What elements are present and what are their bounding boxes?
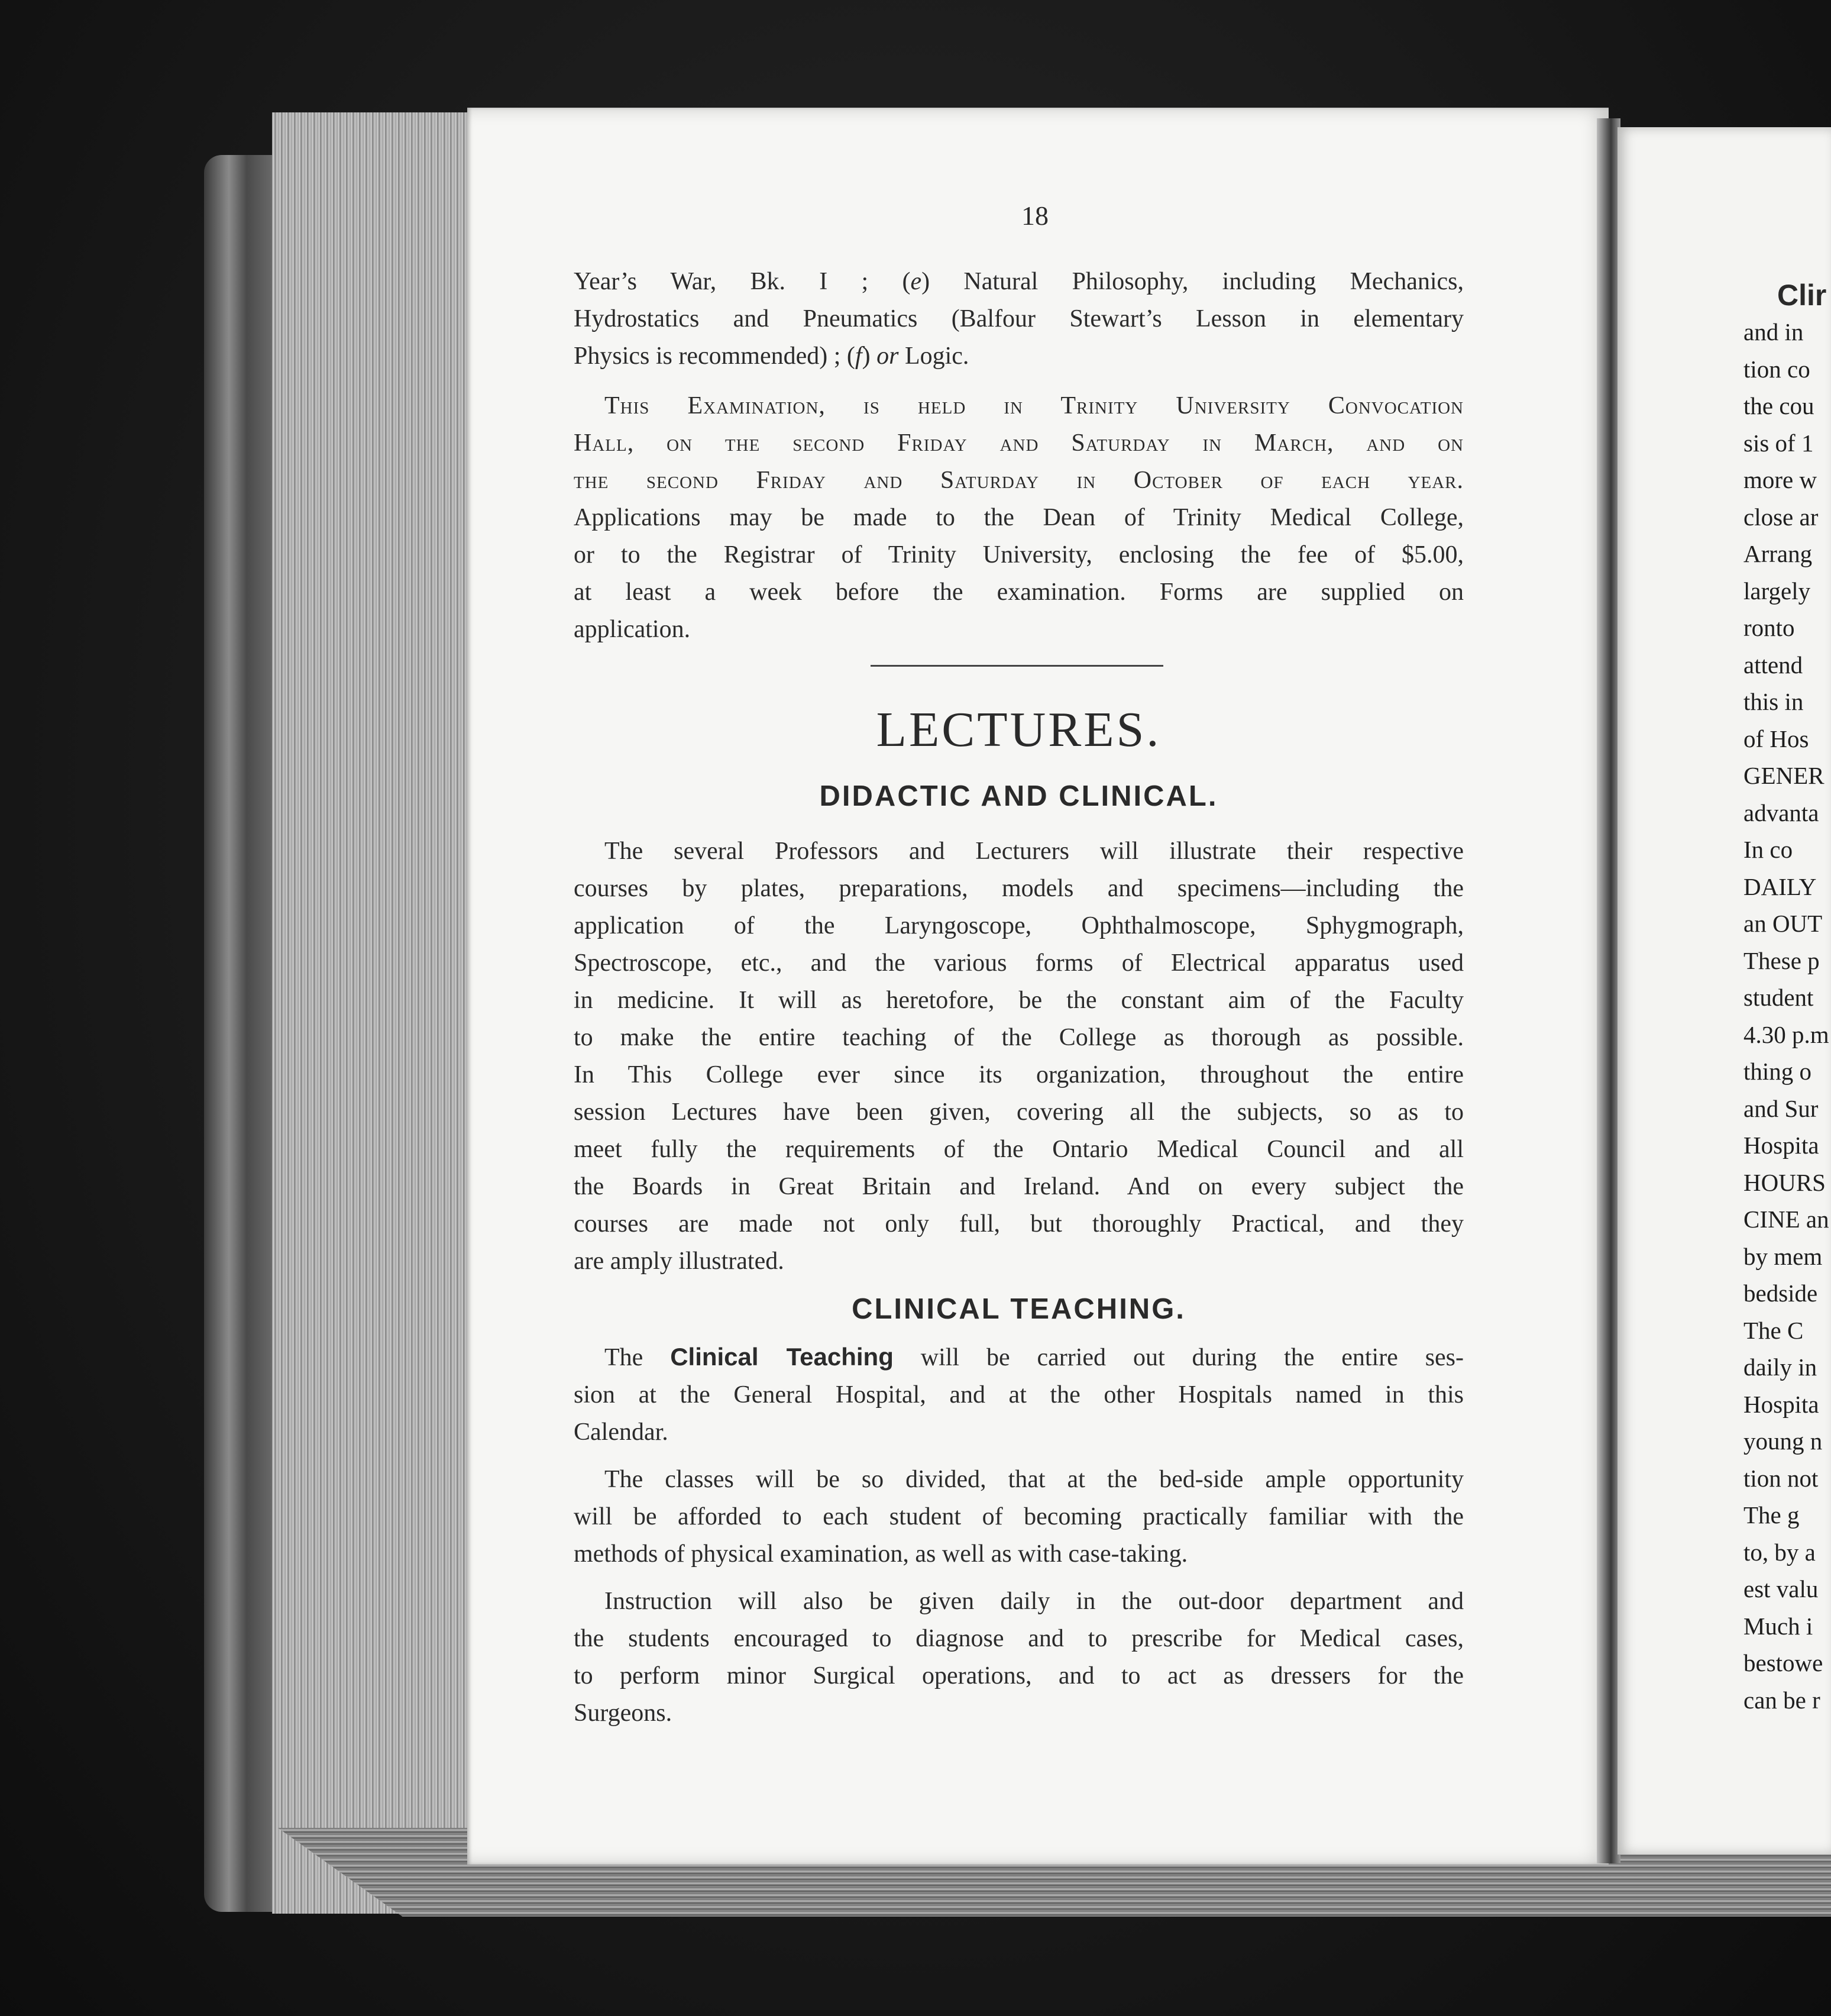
intro-line: Hydrostatics and Pneumatics (Balfour Stewart’s Lesson in elementary — [574, 305, 1464, 332]
right-page-line: ronto — [1743, 614, 1795, 641]
exam-line: application. — [574, 616, 691, 643]
clinical-line: sion at the General Hospital, and at the other Hospitals named in this — [574, 1381, 1464, 1408]
right-page-line: bestowe — [1743, 1649, 1823, 1676]
right-page-line: HOURS — [1743, 1168, 1826, 1196]
didactic-line: The several Professors and Lecturers will illustrate their respective — [604, 838, 1464, 865]
right-page-line: Arrang — [1743, 540, 1813, 567]
right-page-heading: Clir — [1777, 279, 1827, 312]
didactic-paragraph — [574, 833, 1464, 1280]
didactic-line: in medicine. It will as heretofore, be the constant aim of the Faculty — [574, 987, 1464, 1014]
right-page-line: student — [1743, 984, 1814, 1011]
clinical-paragraph-3 — [574, 1583, 1464, 1732]
right-page-line: can be r — [1743, 1686, 1820, 1714]
exam-line: or to the Registrar of Trinity University, enclosing the fee of $5.00, — [574, 541, 1464, 568]
clinical-line: to perform minor Surgical operations, and to act as dressers for the — [574, 1662, 1464, 1689]
didactic-line: are amply illustrated. — [574, 1248, 784, 1275]
right-page-line: Hospita — [1743, 1390, 1819, 1418]
clinical-line: The Clinical Teaching will be carried out during the entire ses- — [604, 1343, 1464, 1371]
clinical-heading: CLINICAL TEACHING. — [852, 1293, 1186, 1325]
book-spine — [204, 155, 275, 1912]
didactic-line: Spectroscope, etc., and the various forms of Electrical apparatus used — [574, 949, 1464, 977]
clinical-line: The classes will be so divided, that at the bed-side ample opportunity — [604, 1466, 1464, 1493]
right-page-line: 4.30 p.m — [1743, 1020, 1829, 1048]
right-page-line: sis of 1 — [1743, 429, 1814, 457]
exam-line: This Examination, is held in Trinity University Convocation — [604, 392, 1464, 419]
right-page-line: GENER — [1743, 762, 1824, 789]
right-page-line: the cou — [1743, 392, 1814, 419]
right-page-line: this in — [1743, 688, 1804, 715]
right-page-line: more w — [1743, 466, 1817, 493]
right-page-line: bedside — [1743, 1280, 1818, 1307]
didactic-heading: DIDACTIC AND CLINICAL. — [819, 780, 1218, 812]
right-page-line: tion not — [1743, 1464, 1819, 1492]
exam-line: at least a week before the examination. Forms are supplied on — [574, 579, 1464, 606]
exam-line: Hall, on the second Friday and Saturday in March, and on — [574, 429, 1464, 457]
clinical-paragraph-1 — [574, 1338, 1464, 1451]
intro-line: Year’s War, Bk. I ; (e) Natural Philosophy, including Mechanics, — [574, 268, 1464, 295]
didactic-line: application of the Laryngoscope, Ophthalmoscope, Sphygmograph, — [574, 912, 1464, 939]
intro-line: Physics is recommended) ; (f) or Logic. — [574, 343, 969, 370]
didactic-line: In This College ever since its organization, throughout the entire — [574, 1061, 1464, 1088]
clinical-paragraph-2 — [574, 1461, 1464, 1573]
right-page-line: These p — [1743, 946, 1820, 974]
right-page-line: The g — [1743, 1501, 1800, 1529]
section-divider — [871, 665, 1163, 667]
right-page-line: daily in — [1743, 1353, 1817, 1381]
right-page-line: young n — [1743, 1427, 1823, 1455]
right-page-line: In co — [1743, 836, 1793, 863]
exam-line: Applications may be made to the Dean of Trinity Medical College, — [574, 504, 1464, 531]
right-page-line: thing o — [1743, 1058, 1812, 1085]
clinical-line: will be afforded to each student of becoming practically familiar with the — [574, 1503, 1464, 1530]
didactic-line: meet fully the requirements of the Ontario Medical Council and all — [574, 1136, 1464, 1163]
right-page-line: attend — [1743, 651, 1803, 679]
right-page-line: advanta — [1743, 799, 1819, 826]
right-page-line: The C — [1743, 1316, 1804, 1344]
exam-paragraph — [574, 387, 1464, 648]
right-page-line: an OUT — [1743, 910, 1823, 937]
intro-paragraph — [574, 263, 1464, 375]
right-page-line: largely — [1743, 577, 1811, 605]
right-page-line: CINE an — [1743, 1206, 1829, 1233]
page-edges — [272, 112, 479, 1914]
clinical-line: Instruction will also be given daily in the out-door department and — [604, 1588, 1464, 1615]
lectures-title: LECTURES. — [876, 702, 1162, 757]
right-page-line: est valu — [1743, 1575, 1819, 1603]
right-page-line: Much i — [1743, 1612, 1813, 1640]
didactic-line: session Lectures have been given, covering all the subjects, so as to — [574, 1099, 1464, 1126]
right-page-line: close ar — [1743, 503, 1819, 531]
didactic-line: courses by plates, preparations, models and specimens—including the — [574, 875, 1464, 902]
right-page-line: and in — [1743, 318, 1804, 345]
right-page-line: DAILY — [1743, 873, 1817, 900]
right-page-line: tion co — [1743, 355, 1810, 383]
page-number: 18 — [1021, 201, 1049, 231]
right-page-line: by mem — [1743, 1242, 1823, 1270]
clinical-line: the students encouraged to diagnose and to prescribe for Medical cases, — [574, 1625, 1464, 1652]
clinical-line: Calendar. — [574, 1419, 668, 1446]
clinical-line: methods of physical examination, as well as with case-taking. — [574, 1540, 1188, 1568]
didactic-line: courses are made not only full, but thoroughly Practical, and they — [574, 1210, 1464, 1238]
right-page-line: of Hos — [1743, 725, 1809, 752]
right-page-line: and Sur — [1743, 1094, 1819, 1122]
exam-line: the second Friday and Saturday in October of each year. — [574, 467, 1464, 494]
didactic-line: to make the entire teaching of the College as thorough as possible. — [574, 1024, 1464, 1051]
book-gutter — [1597, 118, 1620, 1863]
right-page-line: Hospita — [1743, 1132, 1819, 1159]
didactic-line: the Boards in Great Britain and Ireland. And on every subject the — [574, 1173, 1464, 1200]
clinical-line: Surgeons. — [574, 1700, 672, 1727]
right-page-text — [1743, 314, 1831, 1792]
right-page-line: to, by a — [1743, 1538, 1816, 1566]
